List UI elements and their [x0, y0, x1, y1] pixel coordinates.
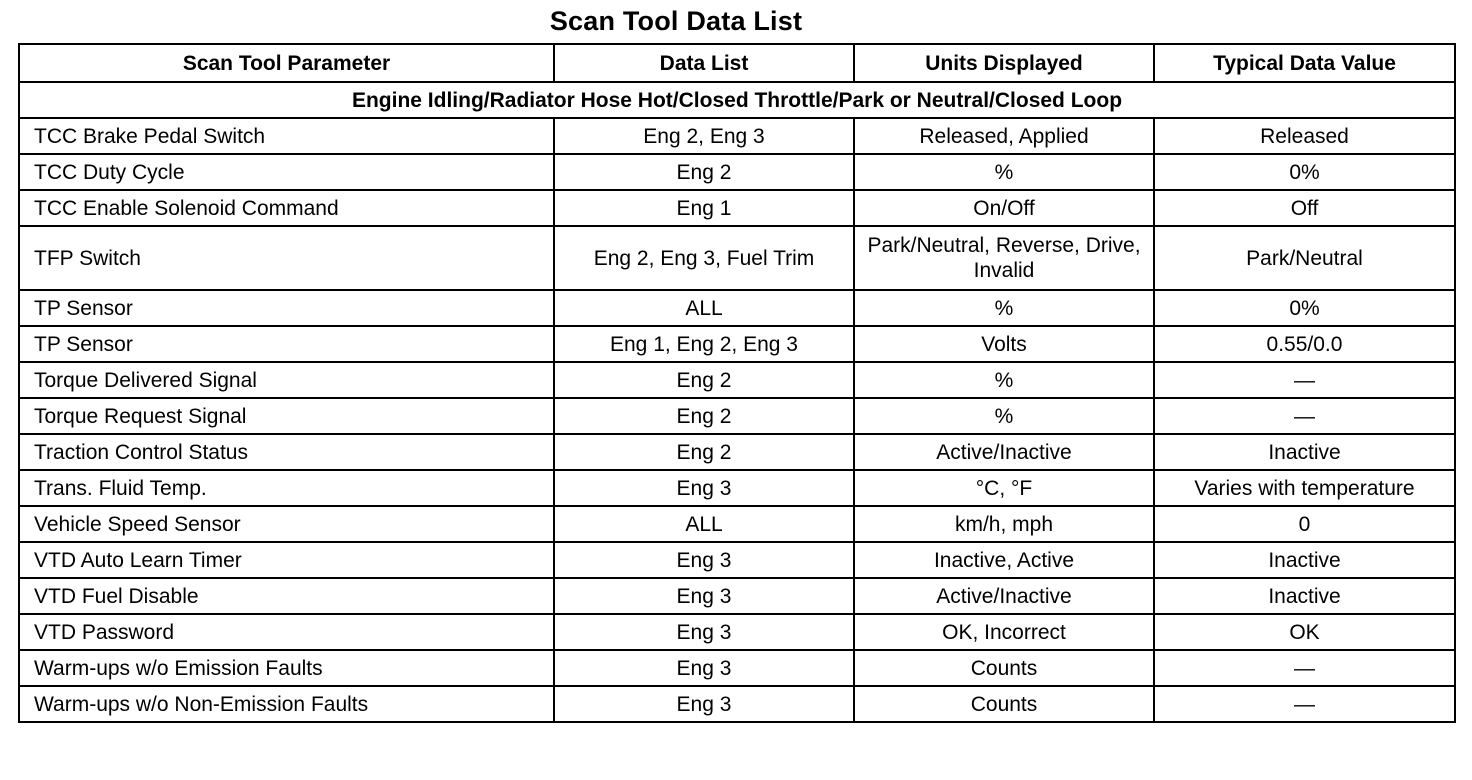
cell-typical-value: 0%: [1154, 154, 1455, 190]
cell-data-list: Eng 3: [554, 578, 854, 614]
page-title: Scan Tool Data List: [549, 6, 803, 36]
cell-typical-value: Park/Neutral: [1154, 226, 1455, 290]
cell-data-list: Eng 2: [554, 434, 854, 470]
table-row: [19, 190, 1455, 226]
cell-units: %: [854, 398, 1154, 434]
cell-parameter: VTD Password: [19, 614, 554, 650]
table-row: [19, 118, 1455, 154]
cell-typical-value: —: [1154, 362, 1455, 398]
table-row: [19, 154, 1455, 190]
table-row: [19, 578, 1455, 614]
cell-parameter: VTD Fuel Disable: [19, 578, 554, 614]
cell-units: Released, Applied: [854, 118, 1154, 154]
table-row: [19, 470, 1455, 506]
cell-parameter: TP Sensor: [19, 290, 554, 326]
cell-units: Counts: [854, 650, 1154, 686]
cell-typical-value: 0.55/0.0: [1154, 326, 1455, 362]
header-data-list: Data List: [554, 44, 854, 82]
cell-typical-value: Released: [1154, 118, 1455, 154]
table-row: [19, 686, 1455, 722]
cell-data-list: Eng 2: [554, 362, 854, 398]
cell-parameter: Warm-ups w/o Non-Emission Faults: [19, 686, 554, 722]
cell-typical-value: Inactive: [1154, 542, 1455, 578]
cell-parameter: TFP Switch: [19, 226, 554, 290]
cell-data-list: Eng 3: [554, 614, 854, 650]
cell-data-list: ALL: [554, 506, 854, 542]
cell-units: OK, Incorrect: [854, 614, 1154, 650]
cell-data-list: ALL: [554, 290, 854, 326]
cell-data-list: Eng 3: [554, 650, 854, 686]
cell-parameter: TP Sensor: [19, 326, 554, 362]
table-row: [19, 226, 1455, 290]
table-row: [19, 542, 1455, 578]
cell-typical-value: Inactive: [1154, 434, 1455, 470]
cell-units: Active/Inactive: [854, 578, 1154, 614]
table-row: [19, 290, 1455, 326]
cell-data-list: Eng 3: [554, 470, 854, 506]
header-parameter: Scan Tool Parameter: [19, 44, 554, 82]
cell-typical-value: Off: [1154, 190, 1455, 226]
table-row: [19, 650, 1455, 686]
scan-tool-data-table: [18, 43, 1456, 723]
cell-typical-value: 0%: [1154, 290, 1455, 326]
header-units-displayed: Units Displayed: [854, 44, 1154, 82]
cell-typical-value: Varies with temperature: [1154, 470, 1455, 506]
table-row: [19, 326, 1455, 362]
cell-units: Volts: [854, 326, 1154, 362]
header-typical-data-value: Typical Data Value: [1154, 44, 1455, 82]
cell-typical-value: —: [1154, 398, 1455, 434]
cell-data-list: Eng 1: [554, 190, 854, 226]
cell-parameter: Trans. Fluid Temp.: [19, 470, 554, 506]
cell-parameter: Warm-ups w/o Emission Faults: [19, 650, 554, 686]
cell-units: Inactive, Active: [854, 542, 1154, 578]
section-row: [19, 82, 1455, 118]
header-row: [19, 44, 1455, 82]
cell-parameter: Vehicle Speed Sensor: [19, 506, 554, 542]
cell-typical-value: Inactive: [1154, 578, 1455, 614]
cell-typical-value: 0: [1154, 506, 1455, 542]
cell-typical-value: —: [1154, 686, 1455, 722]
cell-units: %: [854, 154, 1154, 190]
cell-units: %: [854, 362, 1154, 398]
cell-parameter: TCC Enable Solenoid Command: [19, 190, 554, 226]
cell-units: Active/Inactive: [854, 434, 1154, 470]
table-row: [19, 362, 1455, 398]
cell-units: %: [854, 290, 1154, 326]
table-row: [19, 434, 1455, 470]
table-row: [19, 398, 1455, 434]
cell-units: Counts: [854, 686, 1154, 722]
table-row: [19, 614, 1455, 650]
cell-data-list: Eng 3: [554, 686, 854, 722]
cell-parameter: TCC Brake Pedal Switch: [19, 118, 554, 154]
cell-typical-value: —: [1154, 650, 1455, 686]
cell-parameter: TCC Duty Cycle: [19, 154, 554, 190]
cell-data-list: Eng 2, Eng 3: [554, 118, 854, 154]
cell-parameter: VTD Auto Learn Timer: [19, 542, 554, 578]
cell-parameter: Traction Control Status: [19, 434, 554, 470]
cell-units: On/Off: [854, 190, 1154, 226]
cell-typical-value: OK: [1154, 614, 1455, 650]
cell-data-list: Eng 2: [554, 398, 854, 434]
cell-units: km/h, mph: [854, 506, 1154, 542]
cell-units: Park/Neutral, Reverse, Drive, Invalid: [854, 226, 1154, 290]
cell-data-list: Eng 2, Eng 3, Fuel Trim: [554, 226, 854, 290]
cell-data-list: Eng 1, Eng 2, Eng 3: [554, 326, 854, 362]
cell-data-list: Eng 2: [554, 154, 854, 190]
cell-data-list: Eng 3: [554, 542, 854, 578]
cell-parameter: Torque Request Signal: [19, 398, 554, 434]
section-heading: Engine Idling/Radiator Hose Hot/Closed Throttle/Park or Neutral/Closed Loop: [19, 82, 1455, 118]
table-row: [19, 506, 1455, 542]
cell-units: °C, °F: [854, 470, 1154, 506]
cell-parameter: Torque Delivered Signal: [19, 362, 554, 398]
